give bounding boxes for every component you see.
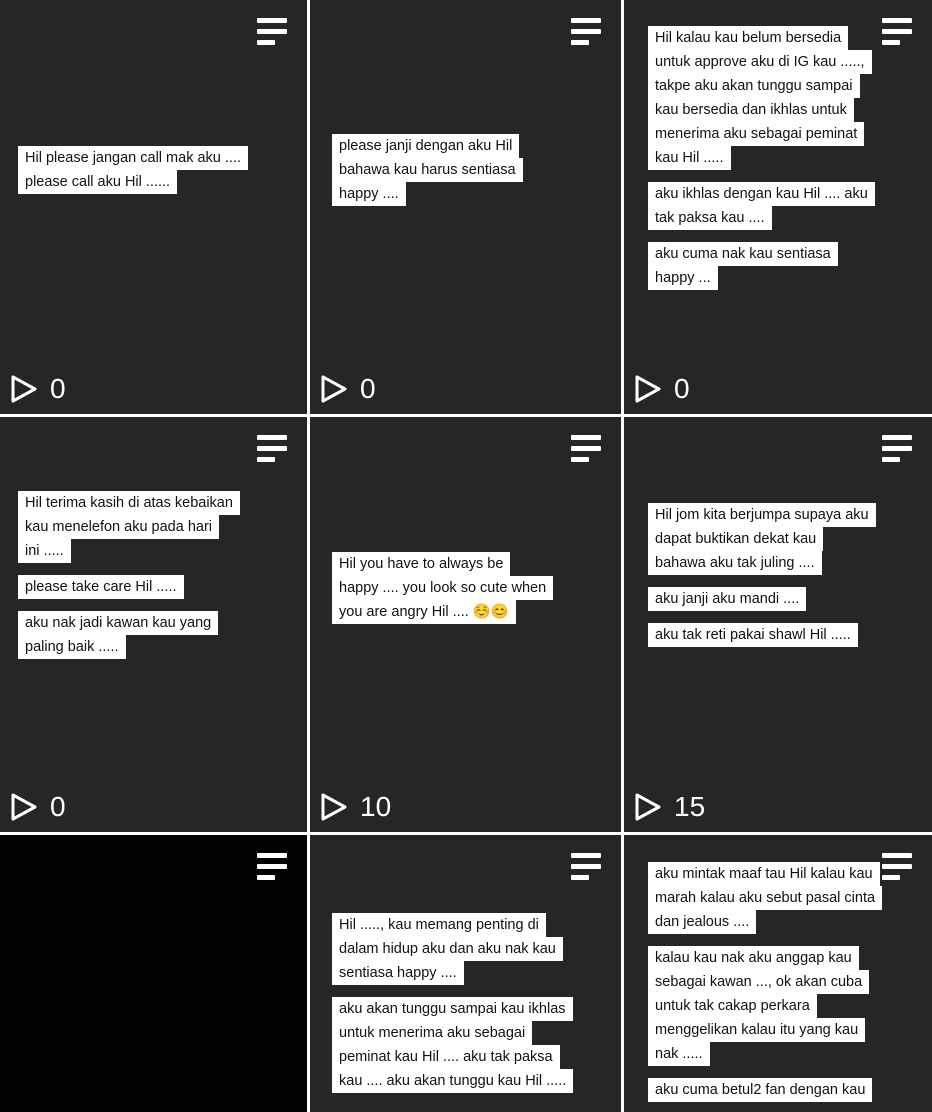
view-count-value: 15	[674, 791, 706, 822]
caption-line: Hil you have to always be	[332, 552, 510, 576]
caption-line: peminat kau Hil .... aku tak paksa	[332, 1045, 560, 1069]
multi-slide-icon	[257, 435, 287, 465]
caption-line: kau Hil .....	[648, 146, 731, 170]
caption-line: menggelikan kalau itu yang kau	[648, 1018, 865, 1042]
video-tile-2[interactable]	[310, 0, 621, 414]
caption-line: Hil jom kita berjumpa supaya aku	[648, 503, 876, 527]
caption-text	[332, 552, 611, 636]
caption-line: aku janji aku mandi ....	[648, 587, 806, 611]
caption-line: paling baik .....	[18, 635, 126, 659]
caption-line: nak .....	[648, 1042, 710, 1066]
caption-line: dapat buktikan dekat kau	[648, 527, 823, 551]
view-count-value: 0	[674, 373, 690, 404]
caption-line: marah kalau aku sebut pasal cinta	[648, 886, 882, 910]
video-tile-3[interactable]	[624, 0, 932, 414]
caption-line: Hil terima kasih di atas kebaikan	[18, 491, 240, 515]
caption-line: untuk tak cakap perkara	[648, 994, 817, 1018]
multi-slide-icon	[571, 435, 601, 465]
caption-line: happy ....	[332, 182, 406, 206]
caption-line: untuk menerima aku sebagai	[332, 1021, 532, 1045]
view-count-value: 10	[360, 791, 392, 822]
play-icon	[10, 374, 38, 404]
view-count	[10, 792, 66, 822]
caption-line: happy .... you look so cute when	[332, 576, 553, 600]
caption-text	[648, 26, 922, 302]
play-icon	[10, 792, 38, 822]
view-count	[634, 374, 690, 404]
multi-slide-icon	[571, 853, 601, 883]
video-tile-5[interactable]	[310, 417, 621, 832]
caption-line: takpe aku akan tunggu sampai	[648, 74, 860, 98]
caption-line: ini .....	[18, 539, 71, 563]
caption-line: dan jealous ....	[648, 910, 756, 934]
caption-line: untuk approve aku di IG kau .....,	[648, 50, 872, 74]
view-count-value: 0	[50, 373, 66, 404]
caption-line: kalau kau nak aku anggap kau	[648, 946, 859, 970]
caption-line: aku cuma betul2 fan dengan kau	[648, 1078, 872, 1102]
view-count	[320, 792, 391, 822]
play-icon	[320, 374, 348, 404]
multi-slide-icon	[257, 853, 287, 883]
caption-line: menerima aku sebagai peminat	[648, 122, 864, 146]
view-count	[10, 374, 66, 404]
caption-text	[332, 134, 611, 218]
video-tile-9[interactable]	[624, 835, 932, 1112]
caption-line: kau bersedia dan ikhlas untuk	[648, 98, 854, 122]
caption-text	[332, 913, 611, 1105]
view-count	[320, 374, 376, 404]
play-icon	[634, 792, 662, 822]
caption-line: sentiasa happy ....	[332, 961, 464, 985]
caption-line: bahawa kau harus sentiasa	[332, 158, 523, 182]
caption-line: aku nak jadi kawan kau yang	[18, 611, 218, 635]
view-count-value: 0	[360, 373, 376, 404]
view-count	[634, 792, 705, 822]
caption-line: please call aku Hil ......	[18, 170, 177, 194]
caption-line: you are angry Hil .... ☺️😊	[332, 600, 516, 624]
caption-text	[648, 862, 922, 1112]
caption-line: Hil please jangan call mak aku ....	[18, 146, 248, 170]
video-tile-6[interactable]	[624, 417, 932, 832]
caption-line: happy ...	[648, 266, 718, 290]
multi-slide-icon	[882, 853, 912, 883]
caption-line: aku cuma nak kau sentiasa	[648, 242, 838, 266]
multi-slide-icon	[257, 18, 287, 48]
caption-line: Hil kalau kau belum bersedia	[648, 26, 848, 50]
caption-line: kau .... aku akan tunggu kau Hil .....	[332, 1069, 573, 1093]
video-tile-1[interactable]	[0, 0, 307, 414]
caption-line: tak paksa kau ....	[648, 206, 772, 230]
caption-line: aku akan tunggu sampai kau ikhlas	[332, 997, 573, 1021]
caption-line: please take care Hil .....	[18, 575, 184, 599]
video-tile-4[interactable]	[0, 417, 307, 832]
multi-slide-icon	[571, 18, 601, 48]
play-icon	[634, 374, 662, 404]
caption-line: bahawa aku tak juling ....	[648, 551, 822, 575]
caption-line: kau menelefon aku pada hari	[18, 515, 219, 539]
play-icon	[320, 792, 348, 822]
caption-line: aku ikhlas dengan kau Hil .... aku	[648, 182, 875, 206]
caption-line: Hil ....., kau memang penting di	[332, 913, 546, 937]
multi-slide-icon	[882, 435, 912, 465]
caption-line: please janji dengan aku Hil	[332, 134, 519, 158]
caption-line: dalam hidup aku dan aku nak kau	[332, 937, 563, 961]
caption-text	[18, 491, 297, 671]
caption-line: aku mintak maaf tau Hil kalau kau	[648, 862, 880, 886]
view-count-value: 0	[50, 791, 66, 822]
caption-line: aku tak reti pakai shawl Hil .....	[648, 623, 858, 647]
video-tile-7[interactable]	[0, 835, 307, 1112]
caption-line: sebagai kawan ..., ok akan cuba	[648, 970, 869, 994]
caption-text	[18, 146, 297, 206]
video-tile-8[interactable]	[310, 835, 621, 1112]
caption-text	[648, 503, 922, 659]
